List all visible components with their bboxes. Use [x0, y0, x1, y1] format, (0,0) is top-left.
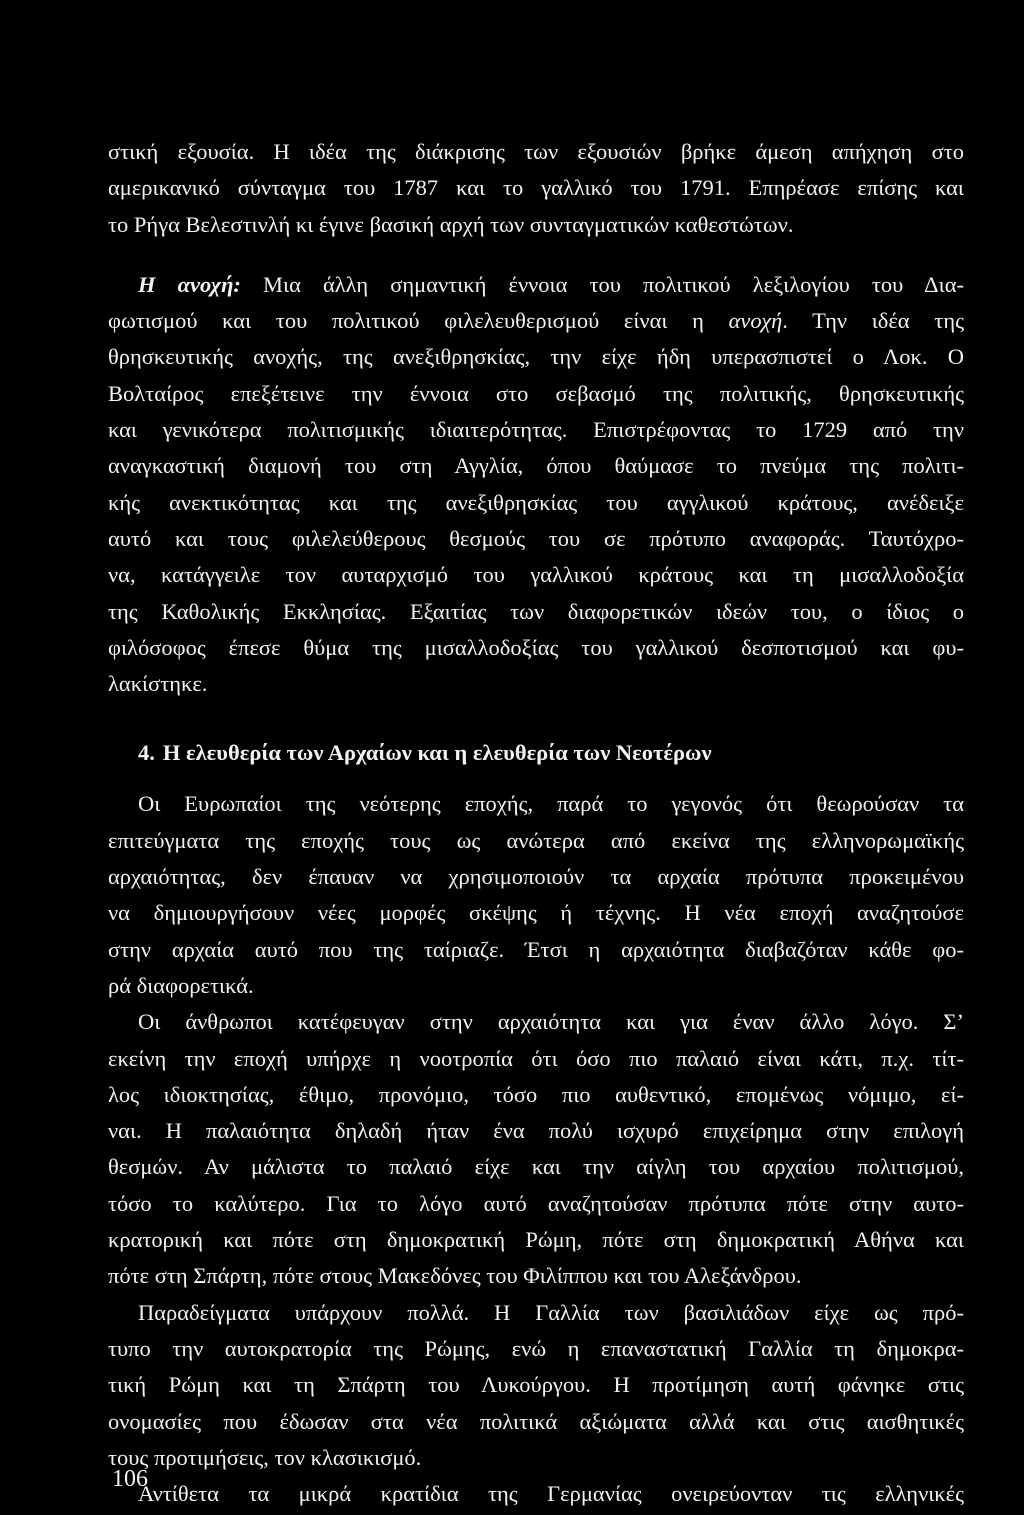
text-line: πότε στη Σπάρτη, πότε στους Μακεδόνες του Φιλίππου και του Αλεξάνδρου.	[108, 1263, 802, 1289]
text-column	[108, 134, 964, 1512]
text-line: ρά διαφορετικά.	[108, 972, 254, 998]
text-line: Οι άνθρωποι κατέφευγαν στην αρχαιότητα και για έναν άλλο λόγο. Σ’	[138, 1009, 964, 1035]
text-line: αναγκαστική διαμονή του στη Αγγλία, όπου θαύμασε το πνεύμα της πολιτι-	[108, 453, 964, 479]
text-line: Αντίθετα τα μικρά κρατίδια της Γερμανίας ονειρεύονταν τις ελληνικές	[138, 1481, 964, 1507]
text-line: Παραδείγματα υπάρχουν πολλά. Η Γαλλία των βασιλιάδων είχε ως πρό-	[138, 1299, 964, 1325]
text-line: της Καθολικής Εκκλησίας. Εξαιτίας των διαφορετικών ιδεών του, ο ίδιος ο	[108, 598, 964, 624]
text-line: στική εξουσία. Η ιδέα της διάκρισης των εξουσιών βρήκε άμεση απήχηση στο	[108, 139, 964, 164]
text-fragment: Μια άλλη σημαντική έννοια του πολιτικού λεξιλογίου του Δια-	[240, 271, 964, 297]
text-line: το Ρήγα Βελεστινλή κι έγινε βασική αρχή των συνταγματικών καθεστώτων.	[108, 211, 794, 237]
text-line: ναι. Η παλαιότητα δηλαδή ήταν ένα πολύ ισχυρό επιχείρημα στην επιλογή	[108, 1118, 964, 1144]
text-line: φιλόσοφος έπεσε θύμα της μισαλλοδοξίας του γαλλικού δεσποτισμού και φυ-	[108, 634, 964, 660]
text-line: κρατορική και πότε στη δημοκρατική Ρώμη, πότε στη δημοκρατική Αθήνα και	[108, 1227, 964, 1253]
section-heading	[108, 730, 964, 776]
text-line: τυπο την αυτοκρατορία της Ρώμης, ενώ η επαναστατική Γαλλία τη δημοκρα-	[108, 1335, 964, 1361]
text-line	[108, 303, 964, 339]
text-line: Οι Ευρωπαίοι της νεότερης εποχής, παρά το γεγονός ότι θεωρούσαν τα	[138, 791, 964, 817]
text-fragment: φωτισμού και του πολιτικού φιλελευθερισμού είναι η	[108, 308, 729, 334]
text-line: στην αρχαία αυτό που της ταίριαζε. Έτσι η αρχαιότητα διαβαζόταν κάθε φο-	[108, 936, 964, 962]
text-line: θεσμών. Αν μάλιστα το παλαιό είχε και την αίγλη του αρχαίου πολιτισμού,	[108, 1154, 964, 1180]
text-line: εκείνη την εποχή υπήρχε η νοοτροπία ότι όσο πιο παλαιό είναι κάτι, π.χ. τίτ-	[108, 1045, 964, 1071]
text-line: θρησκευτικής ανοχής, της ανεξιθρησκίας, την είχε ήδη υπερασπιστεί ο Λοκ. Ο	[108, 344, 964, 370]
text-fragment: . Την ιδέα της	[782, 308, 965, 334]
section-title: Η ελευθερία των Αρχαίων και η ελευθερία των Νεοτέρων	[162, 740, 712, 766]
text-line: ονομασίες που έδωσαν στα νέα πολιτικά αξιώματα αλλά και στις αισθητικές	[108, 1408, 964, 1434]
text-line: λακίστηκε.	[108, 671, 208, 697]
text-line: αυτό και τους φιλελεύθερους θεσμούς του σε πρότυπο αναφοράς. Ταυτόχρο-	[108, 525, 964, 551]
text-line: τική Ρώμη και τη Σπάρτη του Λυκούργου. Η προτίμηση αυτή φάνηκε στις	[108, 1372, 964, 1398]
text-line: λος ιδιοκτησίας, έθιμο, προνόμιο, τόσο πιο αυθεντικό, επομένως νόμιμο, εί-	[108, 1081, 964, 1107]
text-line: να, κατάγγειλε τον αυταρχισμό του γαλλικού κράτους και τη μισαλλοδοξία	[108, 562, 964, 588]
text-line: τόσο το καλύτερο. Για το λόγο αυτό αναζητούσαν πρότυπα πότε στην αυτο-	[108, 1190, 964, 1216]
paragraph-gap	[108, 243, 964, 267]
text-line: κής ανεκτικότητας και της ανεξιθρησκίας του αγγλικού κράτους, ανέδειξε	[108, 489, 964, 515]
section-number: 4.	[138, 740, 155, 766]
text-line: επιτεύγματα της εποχής τους ως ανώτερα από εκείνα της ελληνορωμαϊκής	[108, 827, 964, 853]
text-line: τους προτιμήσεις, τον κλασικισμό.	[108, 1444, 422, 1470]
text-line: αρχαιότητας, δεν έπαυαν να χρησιμοποιούν τα αρχαία πρότυπα προκειμένου	[108, 864, 964, 890]
emphasized-word: ανοχή	[728, 308, 783, 334]
text-line: να δημιουργήσουν νέες μορφές σκέψης ή τέχνης. Η νέα εποχή αναζητούσε	[108, 900, 964, 926]
paragraph-gap	[108, 702, 964, 726]
text-line: Βολταίρος επεξέτεινε την έννοια στο σεβασμό της πολιτικής, θρησκευτικής	[108, 380, 964, 406]
text-line	[108, 267, 964, 303]
page-number: 106	[112, 1466, 148, 1492]
text-line: και γενικότερα πολιτισμικής ιδιαιτερότητας. Επιστρέφοντας το 1729 από την	[108, 417, 964, 443]
term-tolerance: Η ανοχή:	[138, 271, 241, 297]
text-line: αμερικανικό σύνταγμα του 1787 και το γαλλικό του 1791. Επηρέασε επίσης και	[108, 175, 964, 201]
